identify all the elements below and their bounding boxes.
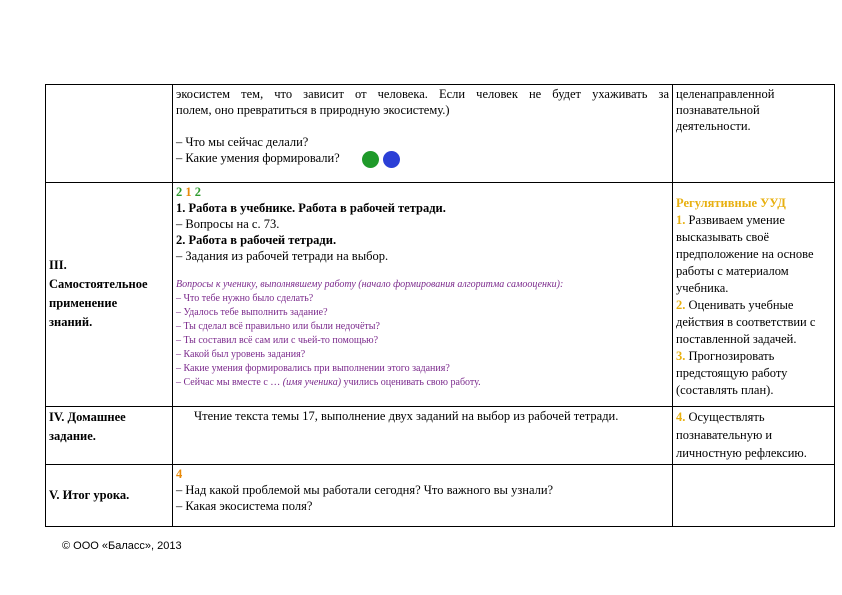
question-line <box>176 376 669 390</box>
homework-text: Чтение текста темы 17, выполнение двух заданий на выбор из рабочей тетради. <box>194 409 619 423</box>
stage-cell <box>46 85 173 183</box>
task-text: – Вопросы на с. 73. <box>176 217 280 231</box>
question-line: – Ты составил всё сам или с чьей-то помощью? <box>176 335 379 346</box>
question-line: – Какая экосистема поля? <box>176 499 313 513</box>
uud-text: Развиваем умение высказывать своё предположение на основе работы с материалом учебника. <box>676 213 814 295</box>
question-line: – Ты сделал всё правильно или были недочёты? <box>176 321 380 332</box>
green-circle-icon <box>362 151 379 168</box>
table-row <box>46 407 835 465</box>
level-number: 2 <box>176 185 183 199</box>
uud-line: познавательной <box>676 103 760 117</box>
stage-line: применение <box>49 296 118 310</box>
uud-num: 2. <box>676 298 686 312</box>
stage-label: V. Итог урока. <box>49 488 130 502</box>
stage-line: Самостоятельное <box>49 277 148 291</box>
lesson-table <box>45 84 835 527</box>
question-line <box>176 150 669 168</box>
content-cell <box>173 85 673 183</box>
level-number: 4 <box>176 467 183 481</box>
question-line: – Удалось тебе выполнить задание? <box>176 307 328 318</box>
uud-item <box>676 297 831 348</box>
text-line: экосистем тем, что зависит от человека. Если человек не будет ухаживать за <box>176 87 669 101</box>
uud-item <box>676 348 831 399</box>
uud-cell <box>673 465 835 527</box>
table-row <box>46 85 835 183</box>
stage-line: IV. Домашнее <box>49 410 126 424</box>
stage-cell <box>46 465 173 527</box>
stage-line: задание. <box>49 429 96 443</box>
question-line: – Что мы сейчас делали? <box>176 135 309 149</box>
uud-item <box>676 212 831 297</box>
question-line: – Над какой проблемой мы работали сегодня? Что важного вы узнали? <box>176 483 554 497</box>
question-text: – Сейчас мы вместе с … <box>176 377 283 388</box>
copyright-footer: © ООО «Баласс», 2013 <box>62 540 182 552</box>
task-text: – Задания из рабочей тетради на выбор. <box>176 249 389 263</box>
uud-cell <box>673 85 835 183</box>
questions-title: Вопросы к ученику, выполнявшему работу (начало формирования алгоритма самооценки): <box>176 279 564 290</box>
uud-cell <box>673 407 835 465</box>
stage-line: знаний. <box>49 315 93 329</box>
question-line: – Что тебе нужно было сделать? <box>176 293 314 304</box>
uud-title: Регулятивные УУД <box>676 196 786 210</box>
uud-text: Прогнозировать предстоящую работу (составлять план). <box>676 349 788 397</box>
question-text: учились оценивать свою работу. <box>341 377 481 388</box>
level-number: 2 <box>194 185 201 199</box>
uud-num: 1. <box>676 213 686 227</box>
question-text: – Какие умения формировали? <box>176 151 340 165</box>
text-line: полем, оно превратиться в природную экосистему.) <box>176 103 450 117</box>
blue-circle-icon <box>383 151 400 168</box>
level-number: 1 <box>185 185 192 199</box>
table-row <box>46 183 835 407</box>
uud-line: деятельности. <box>676 119 751 133</box>
student-name-placeholder: (имя ученика) <box>282 377 342 388</box>
table-row <box>46 465 835 527</box>
stage-line: III. <box>49 258 67 272</box>
content-cell <box>173 407 673 465</box>
stage-cell <box>46 407 173 465</box>
level-numbers <box>176 184 669 200</box>
self-assessment-block <box>176 278 669 390</box>
content-cell <box>173 465 673 527</box>
uud-num: 3. <box>676 349 686 363</box>
uud-num: 4. <box>676 410 686 424</box>
task-title: 2. Работа в рабочей тетради. <box>176 233 337 247</box>
question-line: – Какой был уровень задания? <box>176 349 306 360</box>
task-title: 1. Работа в учебнике. Работа в рабочей тетради. <box>176 201 446 215</box>
uud-text: Осуществлять познавательную и личностную рефлексию. <box>676 410 807 460</box>
uud-text: Оценивать учебные действия в соответствии с поставленной задачей. <box>676 298 816 346</box>
stage-cell <box>46 183 173 407</box>
uud-cell <box>673 183 835 407</box>
uud-line: целенаправленной <box>676 87 775 101</box>
question-line: – Какие умения формировались при выполнении этого задания? <box>176 363 450 374</box>
content-cell <box>173 183 673 407</box>
